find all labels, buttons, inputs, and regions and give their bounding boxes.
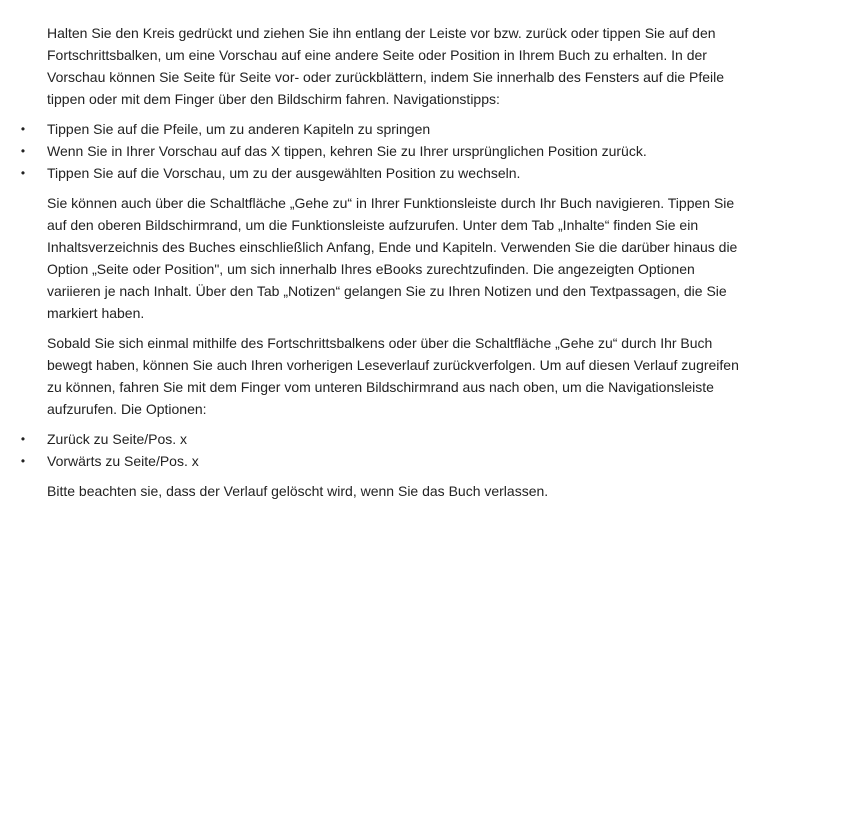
bullet-icon: • — [20, 454, 26, 468]
history-options-list — [0, 428, 760, 472]
list-item — [0, 450, 747, 472]
navigation-tips-list — [0, 118, 760, 184]
list-item — [0, 162, 747, 184]
list-item-text: Zurück zu Seite/Pos. x — [47, 431, 188, 447]
list-item — [0, 118, 747, 140]
list-item-text: Vorwärts zu Seite/Pos. x — [47, 453, 199, 469]
note-paragraph: Bitte beachten sie, dass der Verlauf gelöscht wird, wenn Sie das Buch verlassen. — [47, 483, 549, 499]
history-paragraph: Sobald Sie sich einmal mithilfe des Fortschrittsbalkens oder über die Schaltfläche „Gehe zu“ durch Ihr Buch bewegt haben, können Sie auch Ihren vorherigen Leseverlauf zurückverfolgen. Um auf diesen Verlauf zugreifen zu können, fahren Sie mit dem Finger vom unteren Bildschirmrand aus nach oben, um die Navigationsleiste aufzurufen. Die Optionen: — [47, 335, 739, 417]
goto-paragraph: Sie können auch über die Schaltfläche „Gehe zu“ in Ihrer Funktionsleiste durch Ihr Buch navigieren. Tippen Sie auf den oberen Bildschirmrand, um die Funktionsleiste aufzurufen. Unter dem Tab „Inhalte“ finden Sie ein Inhaltsverzeichnis des Buches einschließlich Anfang, Ende und Kapiteln. Verwenden Sie die darüber hinaus die Option „Seite oder Position", um sich innerhalb Ihres eBooks zurechtzufinden. Die angezeigten Optionen variieren je nach Inhalt. Über den Tab „Notizen“ gelangen Sie zu Ihren Notizen und den Textpassagen, die Sie markiert haben. — [47, 195, 738, 321]
list-item-text: Tippen Sie auf die Pfeile, um zu anderen Kapiteln zu springen — [47, 121, 431, 137]
bullet-icon: • — [20, 432, 26, 446]
list-item — [0, 428, 747, 450]
help-article — [0, 22, 760, 510]
bullet-icon: • — [20, 144, 26, 158]
bullet-icon: • — [20, 166, 26, 180]
bullet-icon: • — [20, 122, 26, 136]
list-item — [0, 140, 747, 162]
intro-paragraph: Halten Sie den Kreis gedrückt und ziehen Sie ihn entlang der Leiste vor bzw. zurück oder tippen Sie auf den Fortschrittsbalken, um eine Vorschau auf eine andere Seite oder Position in Ihrem Buch zu erhalten. In der Vorschau können Sie Seite für Seite vor- oder zurückblättern, indem Sie innerhalb des Fensters auf die Pfeile tippen oder mit dem Finger über den Bildschirm fahren. Navigationstipps: — [47, 25, 725, 107]
list-item-text: Wenn Sie in Ihrer Vorschau auf das X tippen, kehren Sie zu Ihrer ursprünglichen Position zurück. — [47, 143, 647, 159]
list-item-text: Tippen Sie auf die Vorschau, um zu der ausgewählten Position zu wechseln. — [47, 165, 521, 181]
